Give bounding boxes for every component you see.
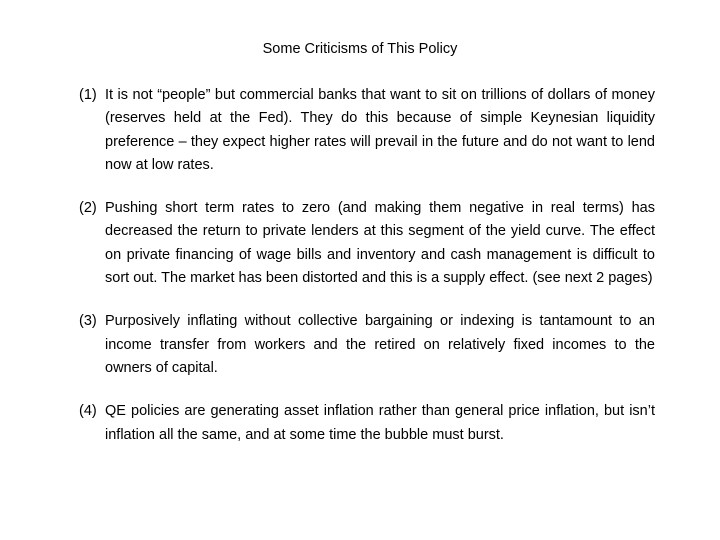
criticism-item-4 [79, 400, 655, 447]
slide-title: Some Criticisms of This Policy [262, 41, 458, 57]
criticism-item-3 [79, 310, 655, 380]
item-number: (3) [79, 313, 97, 330]
criticism-list [79, 84, 655, 447]
criticism-item-1 [79, 84, 655, 177]
item-text: Pushing short term rates to zero (and making them negative in real terms) has decreased the return to private lenders at this segment of the yield curve. The effect on private financing of wage bills and inventory and cash management is difficult to sort out. The market has been distorted and this is a supply effect. (see next 2 pages) [105, 200, 655, 287]
item-number: (4) [79, 403, 97, 420]
item-text: It is not “people” but commercial banks that want to sit on trillions of dollars of money (reserves held at the Fed). They do this because of simple Keynesian liquidity preference – they expect higher rates will prevail in the future and do not want to lend now at low rates. [105, 87, 655, 173]
item-text: Purposively inflating without collective bargaining or indexing is tantamount to an income transfer from workers and the retired on relatively fixed incomes to the owners of capital. [105, 313, 655, 376]
item-text: QE policies are generating asset inflation rather than general price inflation, but isn’t inflation all the same, and at some time the bubble must burst. [105, 403, 655, 443]
item-number: (1) [79, 87, 97, 103]
item-number: (2) [79, 200, 97, 217]
criticism-item-2 [79, 197, 655, 290]
